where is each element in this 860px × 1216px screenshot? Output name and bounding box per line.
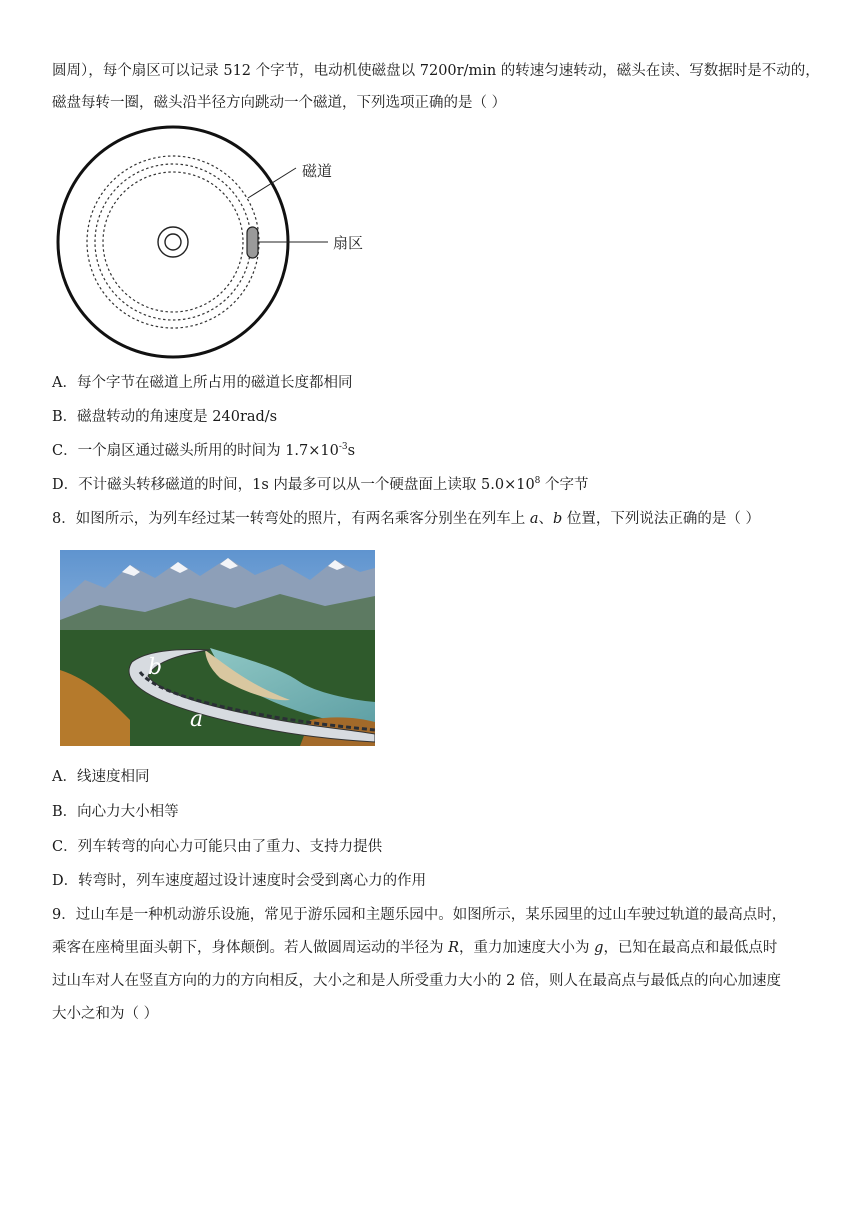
q9-var-g: g [594,940,604,956]
spindle-outer [158,227,188,257]
track-ring-inner [103,172,243,312]
q7-option-b: B．磁盘转动的角速度是 240rad/s [52,409,278,425]
q8-stem [52,508,760,530]
q9-stem-line-4: 大小之和为（ ） [52,1006,159,1022]
train-curve-photo [60,550,375,746]
q8-var-a: a [529,511,539,527]
q8-option-b: B．向心力大小相等 [52,804,179,820]
q8-stem-text: 8．如图所示，为列车经过某一转弯处的照片，有两名乘客分别坐在列车上 [52,511,530,527]
q7-stem-line-1: 圆周），每个扇区可以记录 512 个字节，电动机使磁盘以 7200r/min 的转速匀速转动，磁头在读、写数据时是不动的， [52,63,820,79]
q9-line2-text: 乘客在座椅里面头朝下，身体颠倒。若人做圆周运动的半径为 [52,940,449,956]
track-ring-middle [95,164,251,320]
q7-option-c-exponent: -3 [338,442,348,452]
q9-stem-line-2 [52,937,777,959]
q7-option-c-text: C．一个扇区通过磁头所用的时间为 1.7×10 [52,443,339,459]
q9-line2-text-mid: ，重力加速度大小为 [459,940,595,956]
track-label: 磁道 [302,162,333,180]
q9-line2-text-end: ，已知在最高点和最低点时 [603,940,778,956]
q7-option-c-unit: s [347,443,356,459]
q9-stem-line-3: 过山车对人在竖直方向的力的方向相反，大小之和是人所受重力大小的 2 倍，则人在最高点与最低点的向心加速度 [52,973,781,989]
q7-option-d-exponent: 8 [534,476,541,486]
q9-var-r: R [448,940,460,956]
q8-option-d: D．转弯时，列车速度超过设计速度时会受到离心力的作用 [52,873,427,889]
q7-stem-line-2: 磁盘每转一圈，磁头沿半径方向跳动一个磁道，下列选项正确的是（ ） [52,95,507,111]
q8-stem-text-end: 位置，下列说法正确的是（ ） [562,511,761,527]
q7-option-d-unit: 个字节 [540,477,589,493]
q7-option-d-text: D．不计磁头转移磁道的时间，1s 内最多可以从一个硬盘面上读取 5.0×10 [52,477,535,493]
q7-option-a: A．每个字节在磁道上所占用的磁道长度都相同 [52,375,353,391]
q8-stem-sep: 、 [538,511,553,527]
photo-label-a: a [190,707,204,732]
q7-option-d [52,474,589,496]
sector-label: 扇区 [333,234,364,252]
q8-var-b: b [553,511,563,527]
q7-option-c [52,440,355,462]
sector-block [247,227,258,258]
track-leader-line [248,168,296,198]
track-ring-outer [87,156,259,328]
photo-label-b: b [148,655,163,680]
q8-option-a: A．线速度相同 [52,769,150,785]
hard-disk-diagram [50,120,380,365]
q9-stem-line-1: 9．过山车是一种机动游乐设施，常见于游乐园和主题乐园中。如图所示，某乐园里的过山车驶过轨道的最高点时， [52,907,787,923]
spindle-inner [165,234,181,250]
q8-option-c: C．列车转弯的向心力可能只由了重力、支持力提供 [52,839,383,855]
